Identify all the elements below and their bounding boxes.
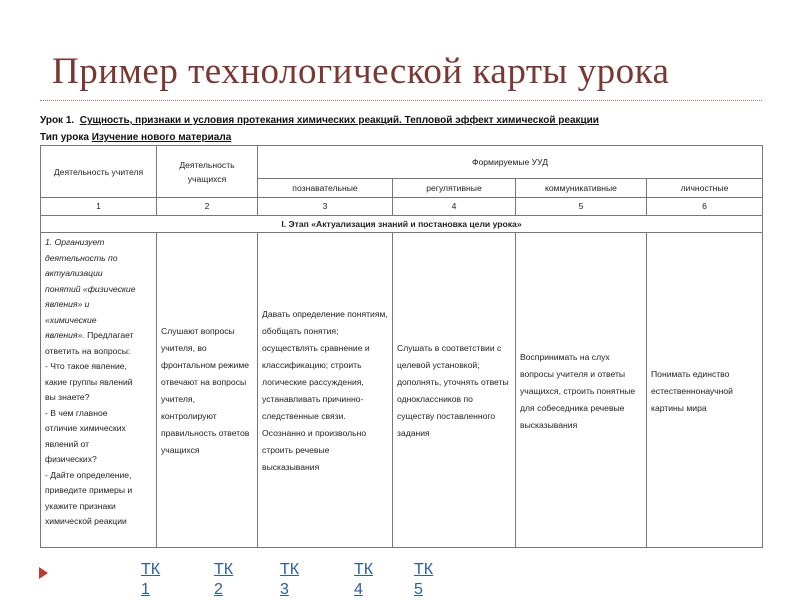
- tk-link-number: 5: [414, 581, 423, 598]
- teacher-line: «химические: [45, 314, 97, 325]
- teacher-line: укажите признаки: [45, 500, 116, 511]
- tk-link-label: ТК: [141, 561, 161, 578]
- teacher-activity-cell: [41, 233, 157, 548]
- teacher-line: 1. Организует: [45, 237, 105, 247]
- teacher-line: - В чем главное: [45, 407, 108, 418]
- header-communicative: коммуникативные: [516, 179, 647, 198]
- lesson-label: Урок 1.: [40, 115, 75, 126]
- triangle-bullet-icon: [39, 567, 48, 579]
- teacher-line: понятий «физические: [45, 283, 136, 294]
- teacher-line: [45, 328, 152, 344]
- stage-row: [41, 216, 763, 233]
- header-row: [41, 146, 763, 179]
- teacher-line-italic: явления».: [45, 330, 85, 340]
- tk-link-label: ТК: [354, 561, 374, 578]
- col-number: 3: [258, 198, 393, 216]
- number-row: [41, 198, 763, 216]
- tk-link-1[interactable]: [141, 560, 171, 600]
- teacher-line: приведите примеры и: [45, 485, 133, 495]
- header-students: Деятельность учащихся: [157, 146, 258, 198]
- communicative-uud-cell: Воспринимать на слух вопросы учителя и ответы учащихся, строить понятные для собеседника речевые высказывания: [516, 233, 647, 548]
- lesson-type-line: [40, 131, 764, 144]
- col-number: 1: [41, 198, 157, 216]
- header-teacher: Деятельность учителя: [41, 146, 157, 198]
- lesson-type-value: Изучение нового материала: [91, 132, 232, 143]
- col-number: 2: [157, 198, 258, 216]
- lesson-topic: Сущность, признаки и условия протекания химических реакций. Тепловой эффект химической реакции: [79, 115, 599, 126]
- teacher-line: ответить на вопросы:: [45, 345, 131, 356]
- lesson-line: [40, 114, 764, 127]
- col-number: 5: [516, 198, 647, 216]
- tk-link-3[interactable]: [280, 560, 310, 600]
- technology-map-table: [40, 145, 763, 548]
- teacher-line: - Дайте определение,: [45, 469, 132, 480]
- title-divider: [40, 100, 762, 101]
- tk-link-number: 3: [280, 581, 289, 598]
- tk-link-label: ТК: [280, 561, 300, 578]
- teacher-line: химической реакции: [45, 516, 127, 526]
- students-activity-cell: Слушают вопросы учителя, во фронтальном режиме отвечают на вопросы учителя, контролируют правильность ответов учащихся: [157, 233, 258, 548]
- tk-link-number: 2: [214, 581, 223, 598]
- tk-link-2[interactable]: [214, 560, 244, 600]
- lesson-type-label: Тип урока: [40, 132, 89, 143]
- teacher-line: явлений от: [45, 438, 90, 449]
- col-number: 6: [647, 198, 763, 216]
- teacher-line: вы знаете?: [45, 392, 90, 402]
- header-cognitive: познавательные: [258, 179, 393, 198]
- teacher-line: явления» и: [45, 299, 90, 309]
- stage-title: I. Этап «Актуализация знаний и постановка цели урока»: [41, 216, 763, 233]
- tk-link-number: 4: [354, 581, 363, 598]
- teacher-line: - Что такое явление,: [45, 361, 127, 371]
- tk-link-number: 1: [141, 581, 150, 598]
- teacher-line: отличие химических: [45, 423, 126, 433]
- teacher-line: актуализации: [45, 268, 103, 278]
- teacher-line: деятельность по: [45, 252, 118, 263]
- lesson-header: [40, 109, 764, 144]
- header-uud: Формируемые УУД: [258, 146, 763, 179]
- teacher-line: какие группы явлений: [45, 376, 133, 387]
- personal-uud-cell: Понимать единство естественнонаучной картины мира: [647, 233, 763, 548]
- teacher-line-rest: Предлагает: [87, 330, 134, 340]
- header-regulative: регулятивные: [393, 179, 516, 198]
- teacher-line: физических?: [45, 454, 97, 464]
- tk-link-4[interactable]: [354, 560, 384, 600]
- regulative-uud-cell: Слушать в соответствии с целевой установкой; дополнять, уточнять ответы одноклассников по существу поставленного задания: [393, 233, 516, 548]
- tk-link-label: ТК: [414, 561, 434, 578]
- content-row: [41, 233, 763, 548]
- tk-link-label: ТК: [214, 561, 234, 578]
- tk-link-5[interactable]: [414, 560, 444, 600]
- cognitive-uud-cell: Давать определение понятиям, обобщать понятия; осуществлять сравнение и классификацию; строить логические рассуждения, устанавливать причинно-следственные связи. Осознанно и произвольно строить речевые высказывания: [258, 233, 393, 548]
- slide-title: Пример технологической карты урока: [52, 51, 670, 92]
- header-personal: личностные: [647, 179, 763, 198]
- col-number: 4: [393, 198, 516, 216]
